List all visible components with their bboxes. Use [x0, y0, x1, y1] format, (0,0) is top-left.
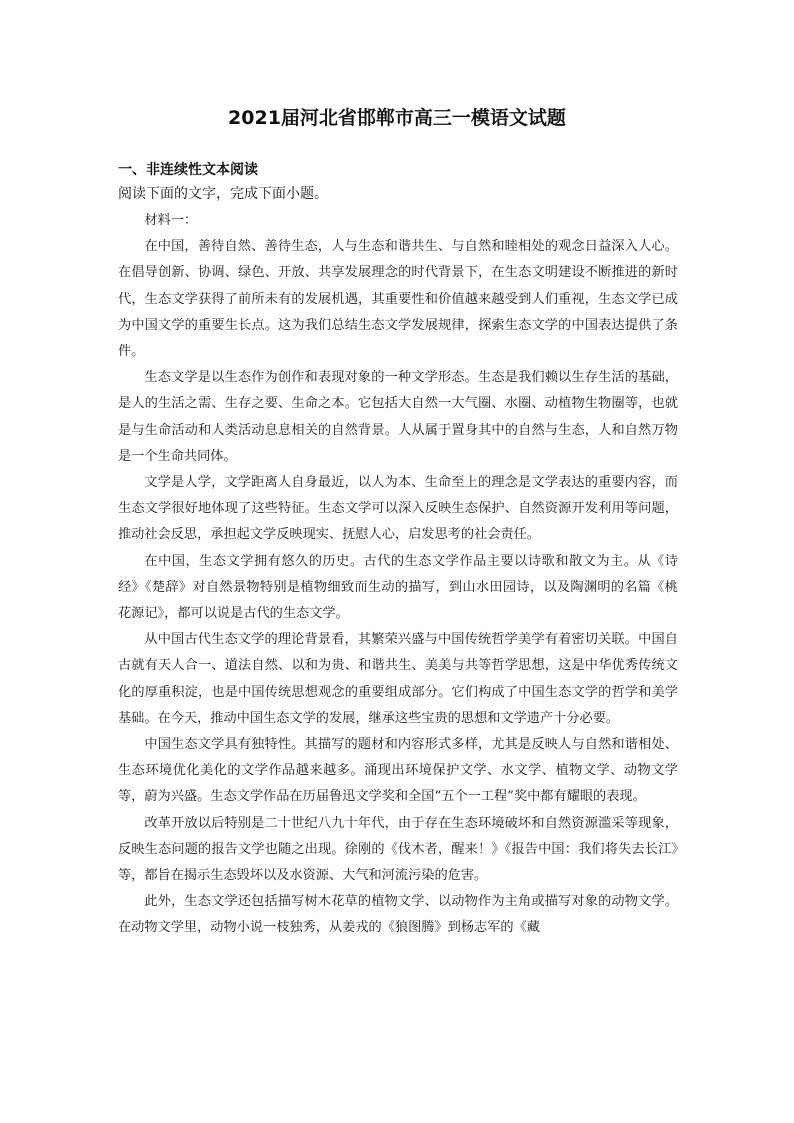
material-label: 材料一：: [144, 213, 198, 228]
section-heading: 一、非连续性文本阅读: [118, 162, 258, 178]
paragraph-8: 此外，生态文学还包括描写树木花草的植物文学、以动物作为主角或描写对象的动物文学。在动物文学里，动物小说一枝独秀，从姜戎的《狼图腾》到杨志军的《藏: [118, 894, 678, 936]
paragraph-7: 改革开放以后特别是二十世纪八九十年代，由于存在生态环境破坏和自然资源滥采等现象，反映生态问题的报告文学也随之出现。徐刚的《伐木者，醒来！》《报告中国：我们将失去长江》等，都旨在揭示生态毁坏以及水资源、大气和河流污染的危害。: [118, 815, 678, 884]
reading-instruction: 阅读下面的文字，完成下面小题。: [118, 186, 328, 202]
document-title: 2021届河北省邯郸市高三一模语文试题: [228, 107, 566, 129]
paragraph-5: 从中国古代生态文学的理论背景看，其繁荣兴盛与中国传统哲学美学有着密切关联。中国自古就有天人合一、道法自然、以和为贵、和谐共生、美美与共等哲学思想，这是中华优秀传统文化的厚重积淀，也是中国传统思想观念的重要组成部分。它们构成了中国生态文学的哲学和美学基础。在今天，推动中国生态文学的发展，继承这些宝贵的思想和文学遗产十分必要。: [118, 632, 678, 726]
paragraph-2: 生态文学是以生态作为创作和表现对象的一种文学形态。生态是我们赖以生存生活的基础，是人的生活之需、生存之要、生命之本。它包括大自然一大气圈、水圈、动植物生物圈等，也就是与生命活动和人类活动息息相关的自然背景。人从属于置身其中的自然与生态，人和自然万物是一个生命共同体。: [118, 370, 678, 464]
paragraph-1: 在中国，善待自然、善待生态，人与生态和谐共生、与自然和睦相处的观念日益深入人心。在倡导创新、协调、绿色、开放、共享发展理念的时代背景下，在生态文明建设不断推进的新时代，生态文学获得了前所未有的发展机遇，其重要性和价值越来越受到人们重视，生态文学已成为中国文学的重要生长点。这为我们总结生态文学发展规律，探索生态文学的中国表达提供了条件。: [118, 239, 678, 360]
article-body: [118, 208, 678, 942]
paragraph-6: 中国生态文学具有独特性。其描写的题材和内容形式多样，尤其是反映人与自然和谐相处、生态环境优化美化的文学作品越来越多。涌现出环境保护文学、水文学、植物文学、动物文学等，蔚为兴盛。生态文学作品在历届鲁迅文学奖和全国“五个一工程”奖中都有耀眼的表现。: [118, 737, 678, 805]
paragraph-4: 在中国，生态文学拥有悠久的历史。古代的生态文学作品主要以诗歌和散文为主。从《诗经》《楚辞》对自然景物特别是植物细致而生动的描写，到山水田园诗，以及陶渊明的名篇《桃花源记》，都可以说是古代的生态文学。: [118, 553, 678, 622]
paragraph-3: 文学是人学，文学距离人自身最近，以人为本、生命至上的理念是文学表达的重要内容，而生态文学很好地体现了这些特征。生态文学可以深入反映生态保护、自然资源开发利用等问题，推动社会反思，承担起文学反映现实、抚慰人心，启发思考的社会责任。: [118, 475, 678, 543]
